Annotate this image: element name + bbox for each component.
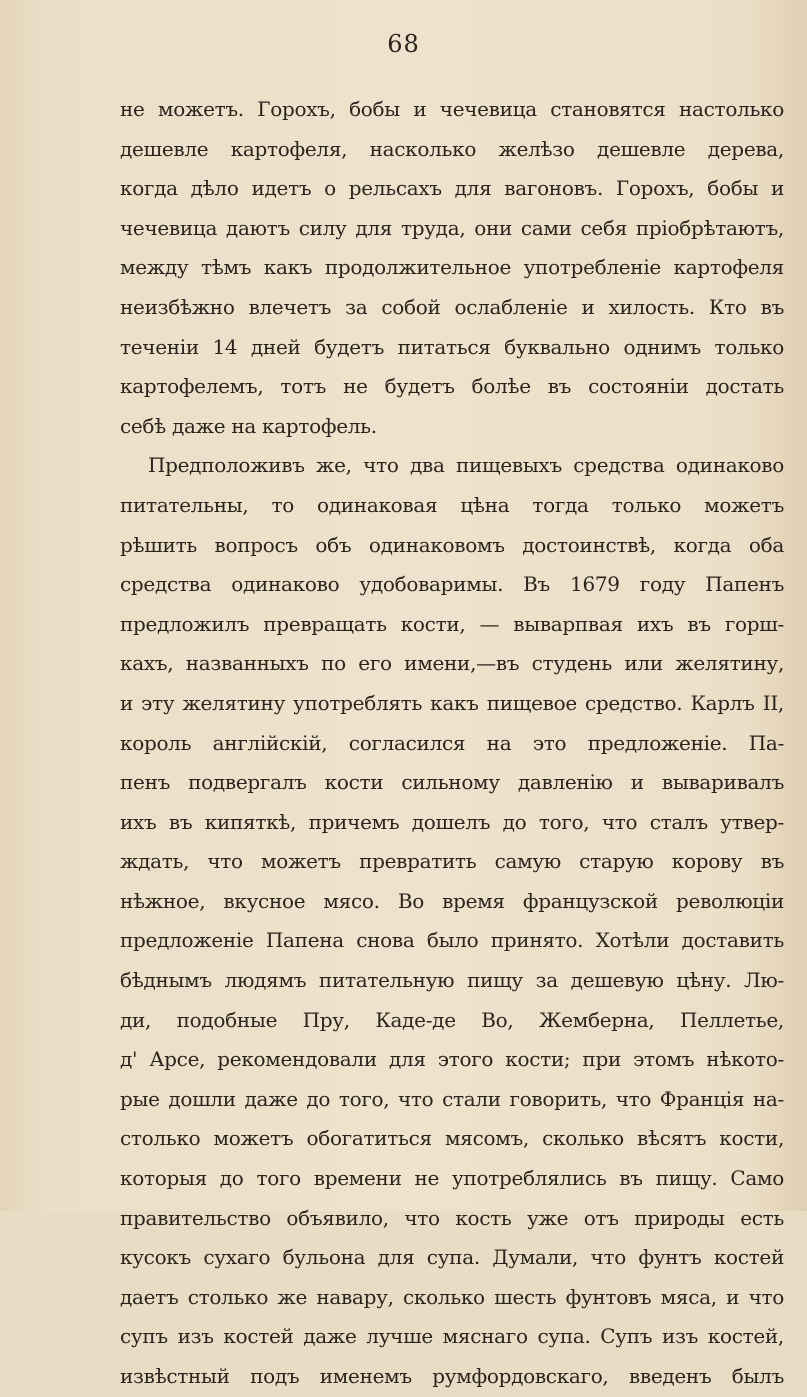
text-line: предложеніе Папена снова было принято. Хотѣли доставить (120, 928, 784, 953)
text-line: неизбѣжно влечетъ за собой ослабленіе и хилость. Кто въ (120, 294, 784, 319)
text-line: ждать, что можетъ превратить самую старую корову въ (120, 849, 784, 874)
text-line: кахъ, названныхъ по его имени,—въ студень или желятину, (120, 651, 784, 676)
text-line: ди, подобные Пру, Каде-де Во, Жемберна, Пеллетье, (120, 1007, 784, 1032)
text-line: кусокъ сухаго бульона для супа. Думали, что фунтъ костей (120, 1245, 784, 1270)
text-line: супъ изъ костей даже лучше мяснаго супа. Супъ изъ костей, (120, 1324, 784, 1349)
text-line: король англійскій, согласился на это предложеніе. Па- (120, 730, 784, 755)
text-line: не можетъ. Горохъ, бобы и чечевица становятся настолько (120, 97, 784, 121)
text-line: предложилъ превращать кости, — выварпвая ихъ въ горш- (120, 611, 784, 636)
text-line: пенъ подвергалъ кости сильному давленію и вываривалъ (120, 770, 784, 795)
text-line: извѣстный подъ именемъ румфордовскаго, введенъ былъ (120, 1364, 784, 1388)
text-line: бѣднымъ людямъ питательную пищу за дешевую цѣну. Лю- (120, 968, 784, 993)
text-line: чечевица даютъ силу для труда, они сами себя пріобрѣтаютъ, (120, 215, 784, 240)
text-line: между тѣмъ какъ продолжительное употребленіе картофеля (120, 255, 784, 280)
paragraph-start-line: Предположивъ же, что два пищевыхъ средства одинаково (148, 453, 784, 478)
text-line: когда дѣло идетъ о рельсахъ для вагоновъ. Горохъ, бобы и (120, 176, 784, 201)
text-line: теченіи 14 дней будетъ питаться буквально однимъ только (120, 334, 784, 359)
text-line: питательны, то одинаковая цѣна тогда только можетъ (120, 492, 784, 517)
text-line: столько можетъ обогатиться мясомъ, сколько вѣсятъ кости, (120, 1126, 784, 1151)
text-line: средства одинаково удобоваримы. Въ 1679 году Папенъ (120, 572, 784, 597)
text-line: которыя до того времени не употреблялись въ пищу. Само (120, 1166, 784, 1191)
body-text (120, 90, 784, 1397)
text-line: даетъ столько же навару, сколько шесть фунтовъ мяса, и что (120, 1284, 784, 1309)
text-line: рѣшить вопросъ объ одинаковомъ достоинствѣ, когда оба (120, 532, 784, 557)
text-line: нѣжное, вкусное мясо. Во время французской революціи (120, 888, 784, 913)
paragraph-end-line: себѣ даже на картофель. (120, 413, 377, 438)
text-line: картофелемъ, тотъ не будетъ болѣе въ состояніи достать (120, 374, 784, 399)
text-line: и эту желятину употреблять какъ пищевое средство. Карлъ II, (120, 690, 784, 715)
text-line: рые дошли даже до того, что стали говорить, что Франція на- (120, 1086, 784, 1111)
text-line: д' Арсе, рекомендовали для этого кости; при этомъ нѣкото- (120, 1047, 784, 1072)
page-number: 68 (387, 30, 420, 58)
text-line: ихъ въ кипяткѣ, причемъ дошелъ до того, что сталъ утвер- (120, 809, 784, 834)
text-line: дешевле картофеля, насколько желѣзо дешевле дерева, (120, 136, 784, 161)
text-line: правительство объявило, что кость уже отъ природы есть (120, 1205, 784, 1230)
